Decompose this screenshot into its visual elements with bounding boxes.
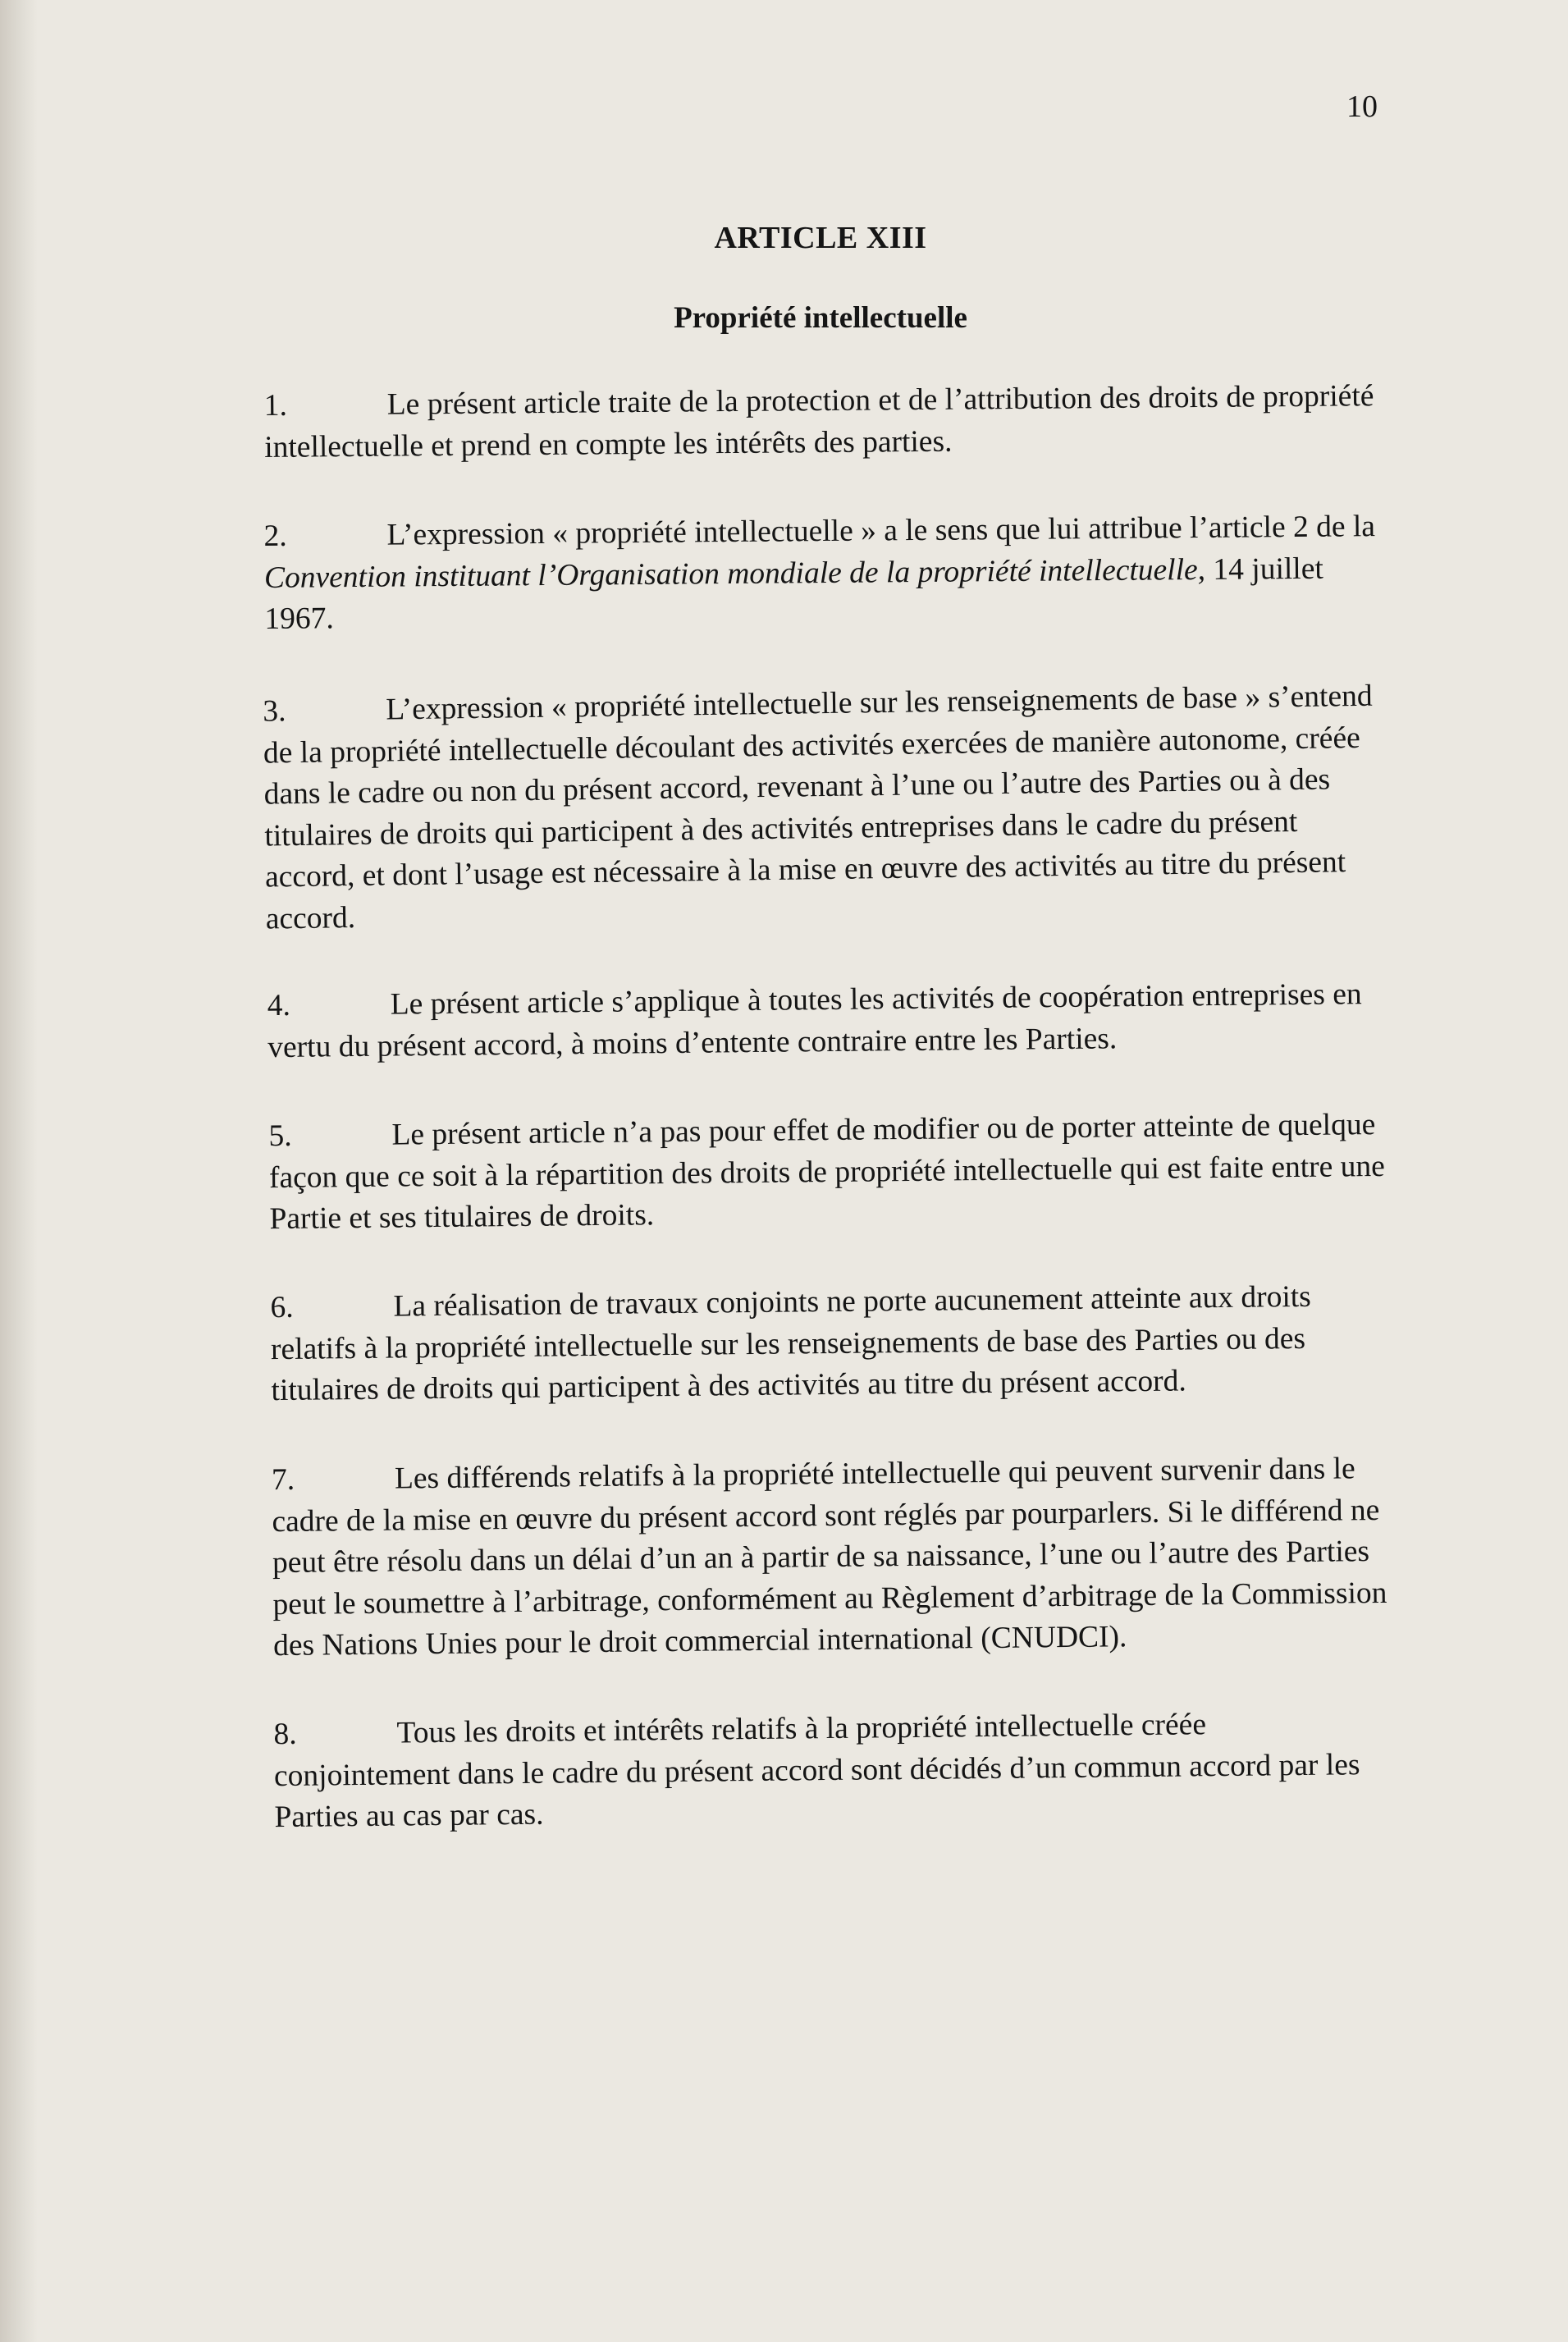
paragraph-text: L’expression « propriété intellectuelle » a le sens que lui attribue l’article 2 de la (386, 510, 1376, 552)
article-subtitle: Propriété intellectuelle (674, 301, 967, 335)
page-gutter-shadow (0, 0, 38, 2342)
paragraph-number: 4. (267, 988, 291, 1022)
paragraph-number: 6. (270, 1290, 294, 1325)
paragraph-text: Le présent article traite de la protection et de l’attribution des droits de propriété intellectuelle et prend en compte les intérêts des parties. (264, 379, 1374, 464)
paragraph-5 (268, 1104, 1389, 1240)
paragraph-1 (264, 376, 1389, 469)
article-body (264, 381, 1388, 1881)
paragraph-text: Le présent article n’a pas pour effet de modifier ou de porter atteinte de quelque façon que ce soit à la répartition des droits de propriété intellectuelle qui est faite entre une Partie et ses titulaires de droits. (268, 1107, 1386, 1236)
paragraph-text: La réalisation de travaux conjoints ne porte aucunement atteinte aux droits relatifs à la propriété intellectuelle sur les renseignements de base des Parties ou des titulaires de droits qui participent à des activités au titre du présent accord. (270, 1279, 1312, 1408)
paragraph-2 (263, 506, 1388, 640)
paragraph-number: 3. (263, 693, 286, 729)
paragraph-6 (270, 1276, 1389, 1412)
paragraph-3 (263, 675, 1390, 940)
paragraph-text: Le présent article s’applique à toutes les activités de coopération entreprises en vertu du présent accord, à moins d’entente contraire entre les Parties. (267, 977, 1362, 1064)
paragraph-number: 7. (271, 1462, 295, 1497)
paragraph-4 (267, 973, 1389, 1068)
paragraph-text: L’expression « propriété intellectuelle sur les renseignements de base » s’entend de la propriété intellectuelle découlant des activités exercées de manière autonome, créée dans le cadre ou non du présent accord, revenant à l’une ou l’autre des Parties ou à des titulaires de droits qui participent à des activités entreprises dans le cadre du présent accord, et dont l’usage est nécessaire à la mise en œuvre des activités au titre du présent accord. (263, 679, 1373, 935)
paragraph-number: 2. (263, 519, 287, 553)
paragraph-text: Les différends relatifs à la propriété intellectuelle qui peuvent survenir dans le cadre de la mise en œuvre du présent accord sont réglés par pourparlers. Si le différend ne peut être résolu dans un délai d’un an à partir de sa naissance, l’une ou l’autre des Parties peut le soumettre à l’arbitrage, conformément au Règlement d’arbitrage de la Commission des Nations Unies pour le droit commercial international (CNUDCI). (272, 1451, 1387, 1663)
paragraph-number: 8. (273, 1717, 297, 1752)
paragraph-8 (273, 1703, 1389, 1839)
paragraph-text: Tous les droits et intérêts relatifs à la propriété intellectuelle créée conjointement dans le cadre du présent accord sont décidés d’un commun accord par les Parties au cas par cas. (273, 1708, 1360, 1835)
page-number: 10 (1346, 89, 1378, 124)
article-title: ARTICLE XIII (714, 221, 927, 255)
paragraph-text-end: 14 juillet 1967. (264, 551, 1323, 636)
paragraph-number: 5. (268, 1118, 292, 1153)
paragraph-7 (272, 1448, 1390, 1667)
paragraph-number: 1. (263, 388, 288, 423)
convention-title: Convention instituant l’Organisation mondiale de la propriété intellectuelle, (263, 552, 1206, 595)
